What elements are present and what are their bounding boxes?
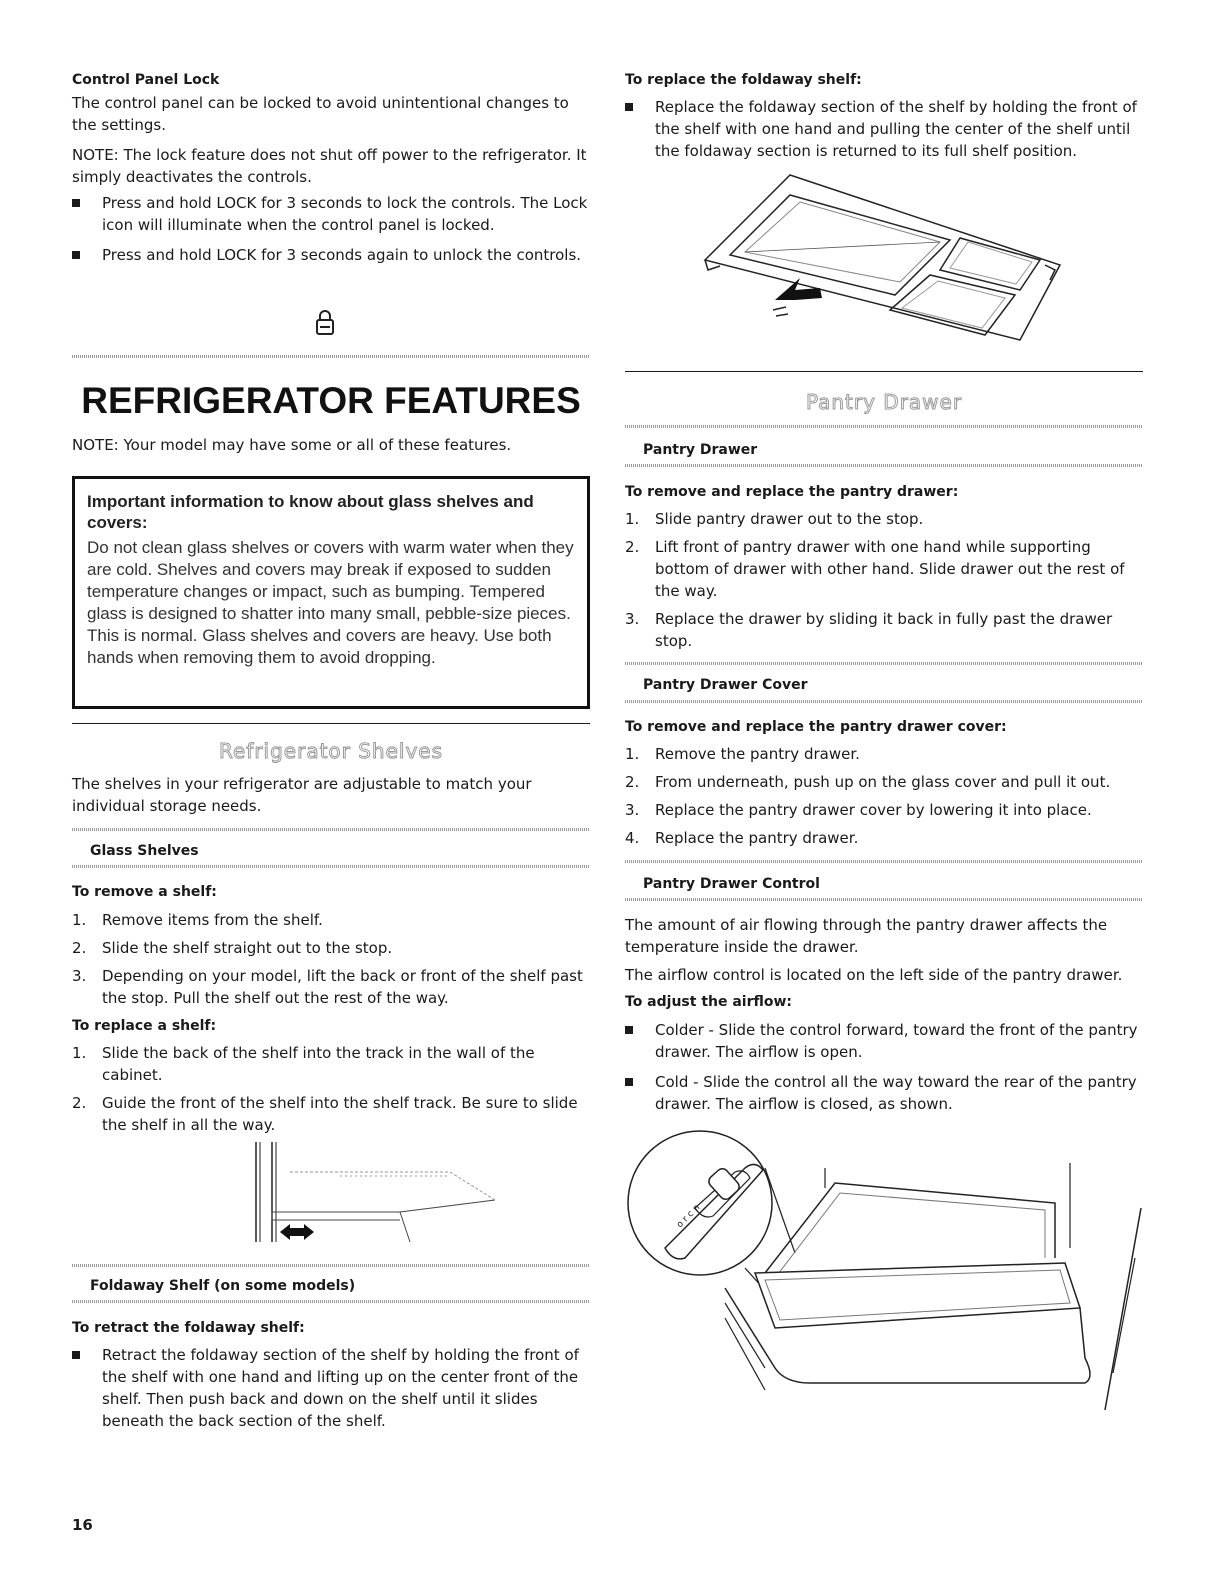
- retract-foldaway-heading: To retract the foldaway shelf:: [72, 1320, 305, 1336]
- section-divider: [72, 355, 590, 358]
- control-paragraph-1: The amount of air flowing through the pantry drawer affects the temperature inside the drawer.: [625, 916, 1108, 956]
- list-item: 1. Remove the pantry drawer.: [625, 745, 860, 763]
- list-item: 3. Depending on your model, lift the back or front of the shelf past the stop. Pull the shelf out the rest of the way.: [72, 967, 583, 1007]
- list-item: Retract the foldaway section of the shelf by holding the front of the shelf with one hand and lifting up on the center front of the shelf. Then push back and down on the shelf until it slides beneath the back section of the shelf.: [72, 1344, 590, 1432]
- control-panel-lock-heading: Control Panel Lock: [72, 72, 220, 88]
- list-item: Cold - Slide the control all the way toward the rear of the pantry drawer. The airflow is closed, as shown.: [625, 1071, 1143, 1115]
- page-number: 16: [72, 1516, 93, 1534]
- glass-shelves-heading: Glass Shelves: [90, 843, 199, 859]
- replace-foldaway-heading: To replace the foldaway shelf:: [625, 72, 862, 88]
- list-item: 3. Replace the drawer by sliding it back in fully past the drawer stop.: [625, 610, 1113, 650]
- replace-shelf-steps: [72, 1042, 590, 1136]
- lock-bullets: [72, 192, 590, 266]
- list-item: 1. Slide the back of the shelf into the track in the wall of the cabinet.: [72, 1044, 535, 1084]
- section-divider: [625, 898, 1143, 901]
- shelf-illustration: [250, 1142, 500, 1246]
- warning-box-body: Do not clean glass shelves or covers with warm water when they are cold. Shelves and covers may break if exposed to sudden temperature changes or impact, such as bumping. Tempered glass is designed to shatter into many small, pebble-size pieces. This is normal. Glass shelves and covers are heavy. Use both hands when removing them to avoid dropping.: [87, 538, 574, 667]
- svg-text:o r c n: o r c n: [675, 1202, 703, 1231]
- glass-warning-box: [72, 476, 590, 709]
- pantry-cover-steps: [625, 743, 1143, 849]
- features-note: NOTE: Your model may have some or all of these features.: [72, 436, 512, 454]
- pantry-drawer-heading: Pantry Drawer: [643, 442, 758, 458]
- warning-box-title: Important information to know about glass shelves and covers:: [87, 492, 534, 532]
- remove-cover-heading: To remove and replace the pantry drawer cover:: [625, 719, 1007, 735]
- airflow-bullets: [625, 1019, 1143, 1115]
- replace-shelf-heading: To replace a shelf:: [72, 1018, 217, 1034]
- list-item: 2. Slide the shelf straight out to the stop.: [72, 939, 393, 957]
- list-item: 2. Guide the front of the shelf into the shelf track. Be sure to slide the shelf in all the way.: [72, 1094, 578, 1134]
- section-divider: [72, 1264, 590, 1267]
- section-divider: [72, 1300, 590, 1303]
- lock-intro: The control panel can be locked to avoid unintentional changes to the settings.: [72, 94, 569, 134]
- pantry-drawer-control-heading: Pantry Drawer Control: [643, 876, 820, 892]
- list-item: Replace the foldaway section of the shelf by holding the front of the shelf with one hand and pulling the center of the shelf until the foldaway section is returned to its full shelf position.: [625, 96, 1143, 162]
- list-item: 2. Lift front of pantry drawer with one hand while supporting bottom of drawer with other hand. Slide drawer out the rest of the way.: [625, 538, 1125, 600]
- pantry-drawer-title: Pantry Drawer: [805, 390, 963, 414]
- section-divider: [625, 464, 1143, 467]
- replace-foldaway-bullets: [625, 96, 1143, 162]
- pantry-drawer-illustration: [625, 1128, 1143, 1410]
- lock-note: NOTE: The lock feature does not shut off power to the refrigerator. It simply deactivates the controls.: [72, 146, 587, 186]
- list-item: Press and hold LOCK for 3 seconds again to unlock the controls.: [72, 244, 590, 266]
- foldaway-shelf-heading: Foldaway Shelf (on some models): [90, 1278, 356, 1294]
- list-item: 1. Slide pantry drawer out to the stop.: [625, 510, 924, 528]
- foldaway-shelf-illustration: [700, 170, 1070, 350]
- list-item: Colder - Slide the control forward, toward the front of the pantry drawer. The airflow is open.: [625, 1019, 1143, 1063]
- section-divider: [625, 860, 1143, 863]
- section-rule: [72, 723, 590, 724]
- section-divider: [625, 662, 1143, 665]
- remove-shelf-steps: [72, 909, 590, 1009]
- shelves-intro: The shelves in your refrigerator are adjustable to match your individual storage needs.: [72, 775, 532, 815]
- list-item: 4. Replace the pantry drawer.: [625, 829, 859, 847]
- refrigerator-shelves-title: Refrigerator Shelves: [218, 739, 444, 763]
- section-divider: [72, 865, 590, 868]
- list-item: Press and hold LOCK for 3 seconds to lock the controls. The Lock icon will illuminate when the control panel is locked.: [72, 192, 590, 236]
- adjust-airflow-heading: To adjust the airflow:: [625, 994, 793, 1010]
- section-divider: [72, 828, 590, 831]
- pantry-drawer-cover-heading: Pantry Drawer Cover: [643, 677, 808, 693]
- remove-pantry-drawer-heading: To remove and replace the pantry drawer:: [625, 484, 959, 500]
- list-item: 1. Remove items from the shelf.: [72, 911, 323, 929]
- list-item: 3. Replace the pantry drawer cover by lowering it into place.: [625, 801, 1092, 819]
- control-paragraph-2: The airflow control is located on the left side of the pantry drawer.: [625, 966, 1123, 984]
- pantry-drawer-steps: [625, 508, 1143, 652]
- retract-foldaway-bullets: [72, 1344, 590, 1432]
- page-title: REFRIGERATOR FEATURES: [81, 380, 581, 421]
- remove-shelf-heading: To remove a shelf:: [72, 884, 217, 900]
- section-rule: [625, 371, 1143, 372]
- section-divider: [625, 700, 1143, 703]
- lock-icon: [315, 308, 335, 336]
- list-item: 2. From underneath, push up on the glass cover and pull it out.: [625, 773, 1111, 791]
- section-divider: [625, 425, 1143, 428]
